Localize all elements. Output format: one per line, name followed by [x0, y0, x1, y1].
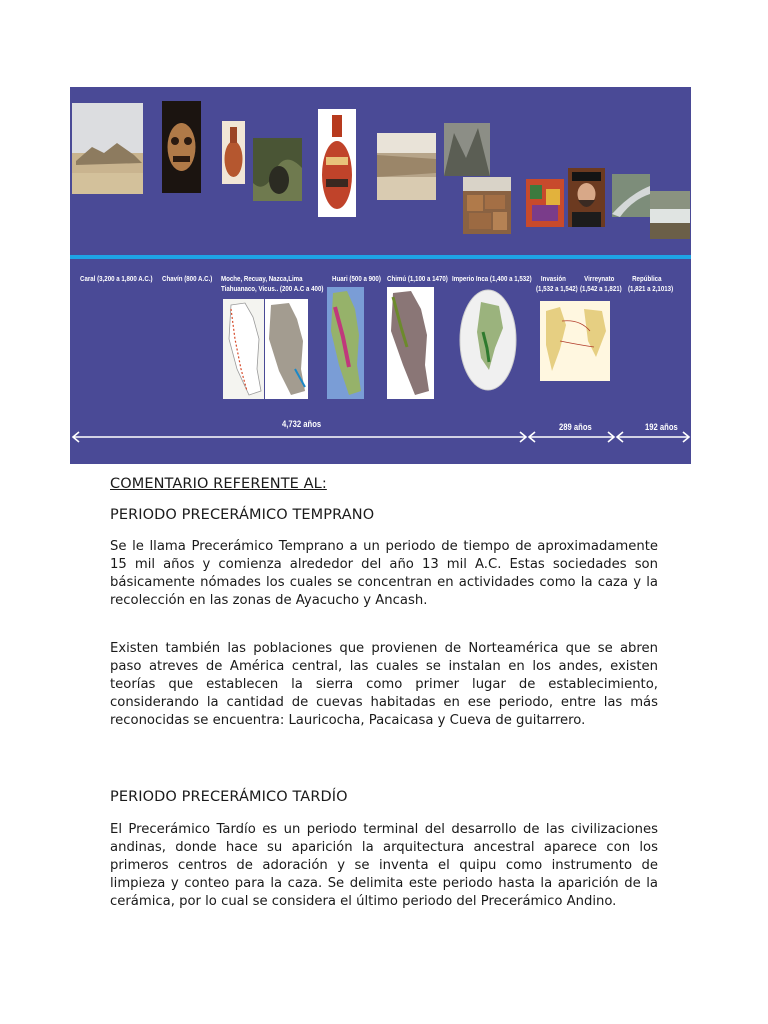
caral-ruins-photo	[72, 103, 143, 194]
span-label-192: 192 años	[645, 422, 678, 432]
section1-paragraph-1: Se le llama Precerámico Temprano a un periodo de tiempo de aproximadamente 15 mil años y comienza alrededor del año 13 mil A.C. Estas sociedades son básicamente nómades los cuales se concentran en actividades como la caza y la recolección en las zonas de Ayacucho y Ancash.	[110, 539, 658, 608]
section2-paragraph-1: El Precerámico Tardío es un periodo terminal del desarrollo de las civilizaciones andinas, donde hace su aparición la arquitectura ancestral aparece con los primeros centros de adoración y se inventa el quipu como instrumento de limpieza y conteo para la caza. Se delimita este periodo hasta la aparición de la cerámica, por lo cual se considera el último periodo del Precerámico Andino.	[110, 822, 658, 909]
era-label-caral	[80, 274, 153, 284]
era-label-huari	[332, 274, 381, 284]
span-label-4732: 4,732 años	[282, 419, 322, 429]
peru-map-moche	[223, 299, 264, 399]
era-label-moche-line1: Moche, Recuay, Nazca,Lima	[221, 274, 303, 283]
era-label-republica	[628, 274, 673, 294]
inca-valley-photo	[444, 123, 490, 176]
era-label-virreynato-line1: Virreynato	[584, 274, 615, 283]
era-label-chimu-line1: Chimú (1,100 a 1470)	[387, 274, 448, 283]
section2-heading: PERIODO PRECERÁMICO TARDÍO	[110, 789, 348, 805]
era-label-chavin-line1: Chavín (800 A.C.)	[162, 274, 213, 283]
intro-heading: COMENTARIO REFERENTE AL:	[110, 476, 327, 492]
era-label-moche	[221, 274, 323, 294]
chavin-head-photo	[162, 101, 201, 193]
invasion-painting-photo	[526, 179, 564, 227]
inca-globe-map	[459, 288, 517, 392]
era-label-caral-line1: Caral (3,200 a 1,800 A.C.)	[80, 274, 153, 283]
republica-road-photo	[612, 174, 650, 217]
era-label-inca	[452, 274, 532, 284]
era-label-invasion	[536, 274, 578, 294]
era-label-invasion-line1: Invasión	[540, 274, 566, 283]
era-label-virreynato-line2: (1,542 a 1,821)	[580, 284, 622, 293]
nazca-cave-photo	[253, 138, 302, 201]
era-label-chavin	[162, 274, 212, 284]
peru-map-chimu	[387, 287, 434, 399]
moche-vessel-photo	[222, 121, 245, 184]
era-label-invasion-line2: (1,532 a 1,542)	[536, 284, 578, 293]
conquistador-portrait-photo	[568, 168, 605, 227]
span-arrows	[70, 427, 691, 447]
republica-dam-photo	[650, 191, 690, 239]
era-label-chimu	[387, 274, 448, 284]
colonial-route-map	[540, 301, 610, 381]
era-label-moche-line2: Tiahuanaco, Vicus.. (200 A.C a 400)	[221, 284, 324, 293]
era-label-huari-line1: Huari (500 a 900)	[332, 274, 381, 283]
era-label-republica-line2: (1,821 a 2,1013)	[628, 284, 674, 293]
timeline-line	[70, 255, 691, 259]
peru-map-tiahuanaco	[265, 299, 308, 399]
peru-history-timeline	[70, 87, 691, 464]
era-label-inca-line1: Imperio Inca (1,400 a 1,532)	[452, 274, 532, 283]
huari-vase-photo	[318, 109, 356, 217]
era-label-republica-line1: República	[632, 274, 662, 283]
section1-heading: PERIODO PRECERÁMICO TEMPRANO	[110, 507, 375, 523]
inca-stone-wall-photo	[463, 177, 511, 234]
era-label-virreynato	[580, 274, 622, 294]
span-label-289: 289 años	[559, 422, 592, 432]
chimu-wall-photo	[377, 133, 436, 200]
section1-paragraph-2: Existen también las poblaciones que provienen de Norteamérica que se abren paso atreves de América central, las cuales se instalan en los andes, existen teorías que establecen la sierra como primer lugar de establecimiento, considerando la cantidad de cuevas habitadas en ese periodo, entre las más reconocidas se encuentra: Lauricocha, Pacaicasa y Cueva de guitarrero.	[110, 641, 658, 728]
peru-map-huari	[327, 287, 364, 399]
